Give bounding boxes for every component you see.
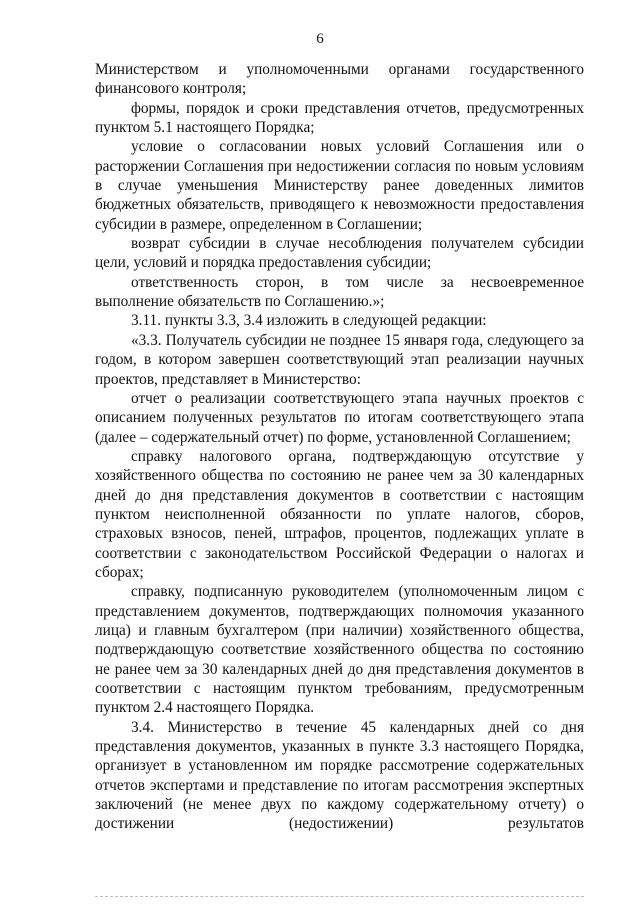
- paragraph: 3.4. Министерство в течение 45 календарных дней со дня представления документов, указанных в пункте 3.3 настоящего Порядка, организует в установленном им порядке рассмотрение содержательных отчетов экспертами и представление по итогам рассмотрения экспертных заключений (не менее двух по каждому содержательному отчету) о достижении (недостижении) результатов: [95, 718, 584, 833]
- paragraph: возврат субсидии в случае несоблюдения получателем субсидии цели, условий и порядка предоставления субсидии;: [95, 235, 584, 272]
- page-number: 6: [316, 31, 324, 47]
- paragraph: 3.11. пункты 3.3, 3.4 изложить в следующей редакции:: [131, 312, 487, 330]
- paragraph: справку налогового органа, подтверждающую отсутствие у хозяйственного общества по состоянию не ранее чем за 30 календарных дней до дня представления документов в соответствии с настоящим пунктом неисполненной обязанности по уплате налогов, сборов, страховых взносов, пеней, штрафов, процентов, подлежащих уплате в соответствии с законодательством Российской Федерации о налогах и сборах;: [95, 447, 584, 581]
- paragraph: справку, подписанную руководителем (уполномоченным лицом с представлением документов, подтверждающих полномочия указанного лица) и главным бухгалтером (при наличии) хозяйственного общества, подтверждающую соответствие хозяйственного общества по состоянию не ранее чем за 30 календарных дней до дня представления документов в соответствии с настоящим пунктом требованиям, предусмотренным пунктом 2.4 настоящего Порядка.: [95, 583, 584, 717]
- paragraph: условие о согласовании новых условий Соглашения или о расторжении Соглашения при недостижении согласия по новым условиям в случае уменьшения Министерству ранее доведенных лимитов бюджетных обязательств, приводящего к невозможности предоставления субсидии в размере, определенном в Соглашении;: [95, 138, 584, 233]
- paragraph: Министерством и уполномоченными органами государственного финансового контроля;: [95, 61, 584, 98]
- paragraph: отчет о реализации соответствующего этапа научных проектов с описанием полученных результатов по итогам соответствующего этапа (далее – содержательный отчет) по форме, установленной Соглашением;: [95, 389, 584, 446]
- paragraph: формы, порядок и сроки представления отчетов, предусмотренных пунктом 5.1 настоящего Порядка;: [95, 99, 584, 137]
- paragraph: ответственность сторон, в том числе за несвоевременное выполнение обязательств по Соглашению.»;: [95, 273, 584, 311]
- paragraph: «3.3. Получатель субсидии не позднее 15 января года, следующего за годом, в котором завершен соответствующий этап реализации научных проектов, представляет в Министерство:: [95, 331, 584, 388]
- page-bottom-edge: [95, 896, 584, 897]
- document-body: [95, 60, 584, 834]
